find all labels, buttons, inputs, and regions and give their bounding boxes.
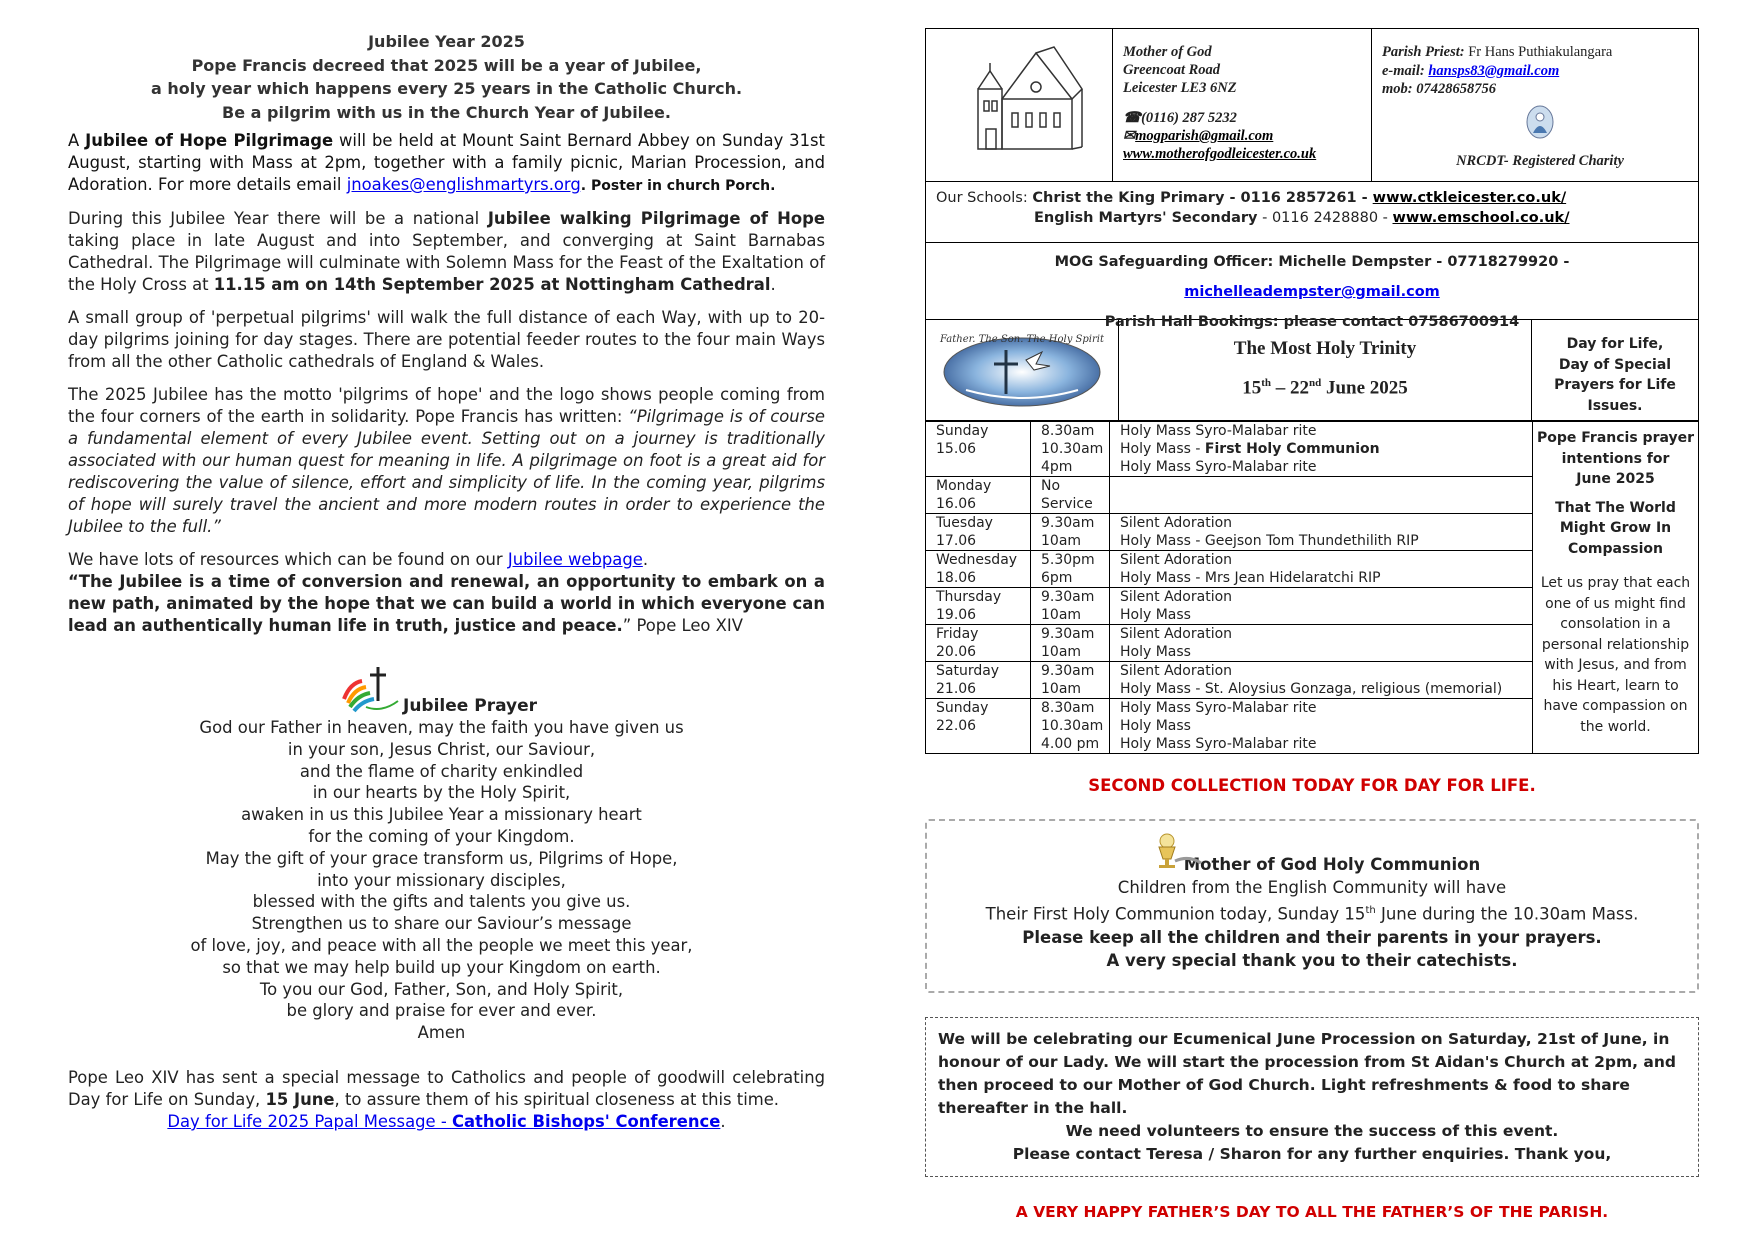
prayer-line: and the flame of charity enkindled	[299, 761, 584, 781]
prayer-line: in our hearts by the Holy Spirit,	[312, 783, 571, 803]
schedule-events: Holy Mass Syro-Malabar rite Holy Mass Holy Mass Syro-Malabar rite	[1110, 699, 1533, 754]
prayer-line: Amen	[417, 1023, 466, 1043]
charity-label: NRCDT- Registered Charity	[1456, 153, 1624, 169]
prayer-line: May the gift of your grace transform us, Pilgrims of Hope,	[205, 848, 678, 868]
svg-text:Father. The Son. The Holy Spir: Father. The Son. The Holy Spirit	[940, 334, 1104, 345]
schedule-day: Friday 20.06	[926, 625, 1031, 662]
mass-schedule-table	[925, 421, 1533, 754]
second-collection-notice: SECOND COLLECTION TODAY FOR DAY FOR LIFE.	[1088, 776, 1536, 795]
schedule-day: Sunday 22.06	[926, 699, 1031, 754]
email-link[interactable]: jnoakes@englishmartyrs.org	[346, 175, 581, 194]
safeguarding-box: MOG Safeguarding Officer: Michelle Dempster - 07718279920 - michelleadempster@gmail.com Parish Hall Bookings: please contact 07586700914	[925, 243, 1699, 320]
jubilee-prayer	[58, 717, 825, 1044]
prayer-line: God our Father in heaven, may the faith you have given us	[199, 718, 684, 737]
jubilee-line: a holy year which happens every 25 years in the Catholic Church.	[150, 79, 743, 98]
schedule-row	[926, 551, 1533, 588]
envelope-icon: ✉	[1123, 128, 1136, 144]
schedule-times: 8.30am 10.30am 4.00 pm	[1031, 699, 1110, 754]
phone-icon: ☎	[1123, 110, 1142, 126]
trinity-image	[926, 320, 1119, 420]
right-page	[925, 28, 1699, 1221]
website-link[interactable]: www.motherofgodleicester.co.uk	[1123, 146, 1317, 162]
resources-paragraph: We have lots of resources which can be found on our Jubilee webpage.	[68, 550, 649, 569]
schedule-events: Silent Adoration Holy Mass	[1110, 588, 1533, 625]
schedule-day: Saturday 21.06	[926, 662, 1031, 699]
chalice-icon	[1153, 833, 1203, 871]
prayer-line: blessed with the gifts and talents you give us.	[252, 892, 631, 912]
schedule-row	[926, 588, 1533, 625]
madonna-icon	[1382, 105, 1698, 145]
schedule-section	[925, 421, 1699, 754]
prayer-title: Jubilee Prayer	[403, 696, 538, 716]
schedule-events: Silent Adoration Holy Mass - Mrs Jean Hidelaratchi RIP	[1110, 551, 1533, 588]
prayer-line: To you our God, Father, Son, and Holy Spirit,	[259, 979, 624, 999]
jubilee-title: Jubilee Year 2025	[368, 32, 525, 51]
prayer-line: awaken in us this Jubilee Year a missionary heart	[241, 805, 642, 825]
fathers-day-notice: A VERY HAPPY FATHER’S DAY TO ALL THE FATHER’S OF THE PARISH.	[1015, 1203, 1609, 1221]
trinity-dove-icon	[926, 320, 1118, 420]
jubilee-webpage-link[interactable]: Jubilee webpage	[507, 550, 643, 569]
pope-leo-quote: “The Jubilee is a time of conversion and renewal, an opportunity to embark on a new path, animated by the hope that we can build a world in which everyone can lead an authentically human life in truth, justice and peace.” Pope Leo XIV	[68, 572, 825, 635]
church-icon	[926, 29, 1112, 181]
papal-message-line: Day for Life 2025 Papal Message - Catholic Bishops' Conference.	[167, 1111, 726, 1131]
priest-info: Parish Priest: Fr Hans Puthiakulangara e-mail: hansps83@gmail.com mob: 07428658756 NRCDT- Registered Charity	[1372, 29, 1698, 181]
priest-email-link[interactable]: hansps83@gmail.com	[1428, 62, 1560, 79]
phone-number: (0116) 287 5232	[1141, 110, 1237, 126]
holy-communion-box: Mother of God Holy Communion Children from the English Community will have Their First Holy Communion today, Sunday 15th June during the 10.30am Mass. Please keep all the children and their parents in your prayers. A very special thank you to their catechists.	[925, 819, 1699, 993]
papal-message-link[interactable]: Day for Life 2025 Papal Message - Catholic Bishops' Conference	[167, 1111, 721, 1131]
prayer-line: so that we may help build up your Kingdom on earth.	[222, 957, 661, 977]
motto-paragraph: The 2025 Jubilee has the motto 'pilgrims of hope' and the logo shows people coming from the four corners of the earth in solidarity. Pope Francis has written: “Pilgrimage is of course a fundamental element of every Jubilee event. Setting out on a journey is traditionally associated with our human quest for meaning in life. A pilgrimage on foot is a great aid for rediscovering the value of silence, effort and simplicity of life. In the coming year, pilgrims of hope will surely travel the ancient and more modern routes in order to experience the Jubilee to the full.”	[68, 385, 825, 536]
jubilee-line: Pope Francis decreed that 2025 will be a year of Jubilee,	[191, 55, 702, 75]
ctk-school-link[interactable]: www.ctkleicester.co.uk/	[1372, 190, 1567, 206]
schedule-row	[926, 422, 1533, 477]
schedule-day: Thursday 19.06	[926, 588, 1031, 625]
prayer-line: in your son, Jesus Christ, our Saviour,	[287, 739, 596, 759]
day-for-life-box: Day for Life, Day of Special Prayers for Life Issues.	[1554, 336, 1676, 414]
pilgrimage-paragraph: A Jubilee of Hope Pilgrimage will be held at Mount Saint Bernard Abbey on Sunday 31st August, starting with Mass at 2pm, together with a family picnic, Marian Procession, and Adoration. For more details email jnoakes@englishmartyrs.org. Poster in church Porch.	[68, 131, 825, 194]
prayer-line: be glory and praise for ever and ever.	[286, 1001, 597, 1021]
left-page	[68, 30, 825, 1133]
prayer-intentions-box: Pope Francis prayer intentions for June 2025 That The World Might Grow In Compassion Let us pray that each one of us might find consolation in a personal relationship with Jesus, and from his Heart, learn to have compassion on the world.	[1533, 421, 1699, 754]
prayer-line: into your missionary disciples,	[317, 870, 566, 890]
schedule-row	[926, 514, 1533, 551]
schedule-times: 9.30am 10am	[1031, 662, 1110, 699]
schedule-events	[1110, 477, 1533, 514]
prayer-line: for the coming of your Kingdom.	[308, 826, 575, 846]
schedule-times: No Service	[1031, 477, 1110, 514]
parish-header	[925, 28, 1699, 182]
church-name: Mother of God	[1123, 44, 1212, 60]
schedule-row	[926, 625, 1533, 662]
schedule-row	[926, 662, 1533, 699]
schedule-day: Monday 16.06	[926, 477, 1031, 514]
schedule-times: 9.30am 10am	[1031, 625, 1110, 662]
trinity-title: The Most Holy Trinity 15th – 22nd June 2025	[1119, 320, 1532, 420]
schedule-times: 9.30am 10am	[1031, 588, 1110, 625]
em-school-link[interactable]: www.emschool.co.uk/	[1392, 210, 1570, 226]
perpetual-pilgrims-paragraph: A small group of 'perpetual pilgrims' will walk the full distance of each Way, with up to 20-day pilgrims joining for day stages. There are potential feeder routes to the four main Ways from all the other Catholic cathedrals of England & Wales.	[68, 308, 825, 371]
schedule-events: Silent Adoration Holy Mass - St. Aloysius Gonzaga, religious (memorial)	[1110, 662, 1533, 699]
church-drawing	[926, 29, 1113, 181]
schedule-row	[926, 699, 1533, 754]
schedule-times: 9.30am 10am	[1031, 514, 1110, 551]
schedule-times: 8.30am 10.30am 4pm	[1031, 422, 1110, 477]
schedule-events: Holy Mass Syro-Malabar rite Holy Mass - First Holy Communion Holy Mass Syro-Malabar rite	[1110, 422, 1533, 477]
schedule-events: Silent Adoration Holy Mass - Geejson Tom Thundethilith RIP	[1110, 514, 1533, 551]
jubilee-heading	[68, 30, 825, 124]
schedule-events: Silent Adoration Holy Mass	[1110, 625, 1533, 662]
church-address: Mother of God Greencoat Road Leicester LE3 6NZ ☎(0116) 287 5232 ✉mogparish@gmail.com www.motherofgodleicester.co.uk	[1113, 29, 1372, 181]
prayer-line: of love, joy, and peace with all the people we meet this year,	[190, 935, 693, 955]
day-for-life-message: Pope Leo XIV has sent a special message to Catholics and people of goodwill celebrating Day for Life on Sunday, 15 June, to assure them of his spiritual closeness at this time.	[68, 1067, 825, 1109]
schedule-row	[926, 477, 1533, 514]
schedule-day: Tuesday 17.06	[926, 514, 1031, 551]
schedule-times: 5.30pm 6pm	[1031, 551, 1110, 588]
prayer-header	[68, 661, 825, 717]
procession-notice: We will be celebrating our Ecumenical June Procession on Saturday, 21st of June, in honour of our Lady. We will start the procession from St Aidan's Church at 2pm, and then proceed to our Mother of God Church. Light refreshments & food to share thereafter in the hall. We need volunteers to ensure the success of this event. Please contact Teresa / Sharon for any further enquiries. Thank you,	[925, 1017, 1699, 1177]
schools-box: Our Schools: Christ the King Primary - 0116 2857261 - www.ctkleicester.co.uk/ English Martyrs' Secondary - 0116 2428880 - www.emschool.co.uk/	[925, 182, 1699, 243]
jubilee-line: Be a pilgrim with us in the Church Year of Jubilee.	[222, 102, 671, 122]
prayer-line: Strengthen us to share our Saviour’s message	[251, 914, 632, 934]
trinity-header	[925, 320, 1699, 421]
hall-bookings: Parish Hall Bookings: please contact 07586700914	[1104, 314, 1520, 330]
priest-mobile: mob: 07428658756	[1382, 81, 1496, 97]
walking-pilgrimage-paragraph: During this Jubilee Year there will be a national Jubilee walking Pilgrimage of Hope taking place in late August and into September, and converging at Saint Barnabas Cathedral. The Pilgrimage will culminate with Solemn Mass for the Feast of the Exaltation of the Holy Cross at 11.15 am on 14th September 2025 at Nottingham Cathedral.	[68, 209, 825, 294]
schedule-day: Wednesday 18.06	[926, 551, 1031, 588]
parish-email-link[interactable]: mogparish@gmail.com	[1135, 128, 1274, 144]
communion-title: Mother of God Holy Communion	[1183, 855, 1481, 874]
schedule-day: Sunday 15.06	[926, 422, 1031, 477]
safeguarding-email-link[interactable]: michelleadempster@gmail.com	[1184, 284, 1440, 300]
